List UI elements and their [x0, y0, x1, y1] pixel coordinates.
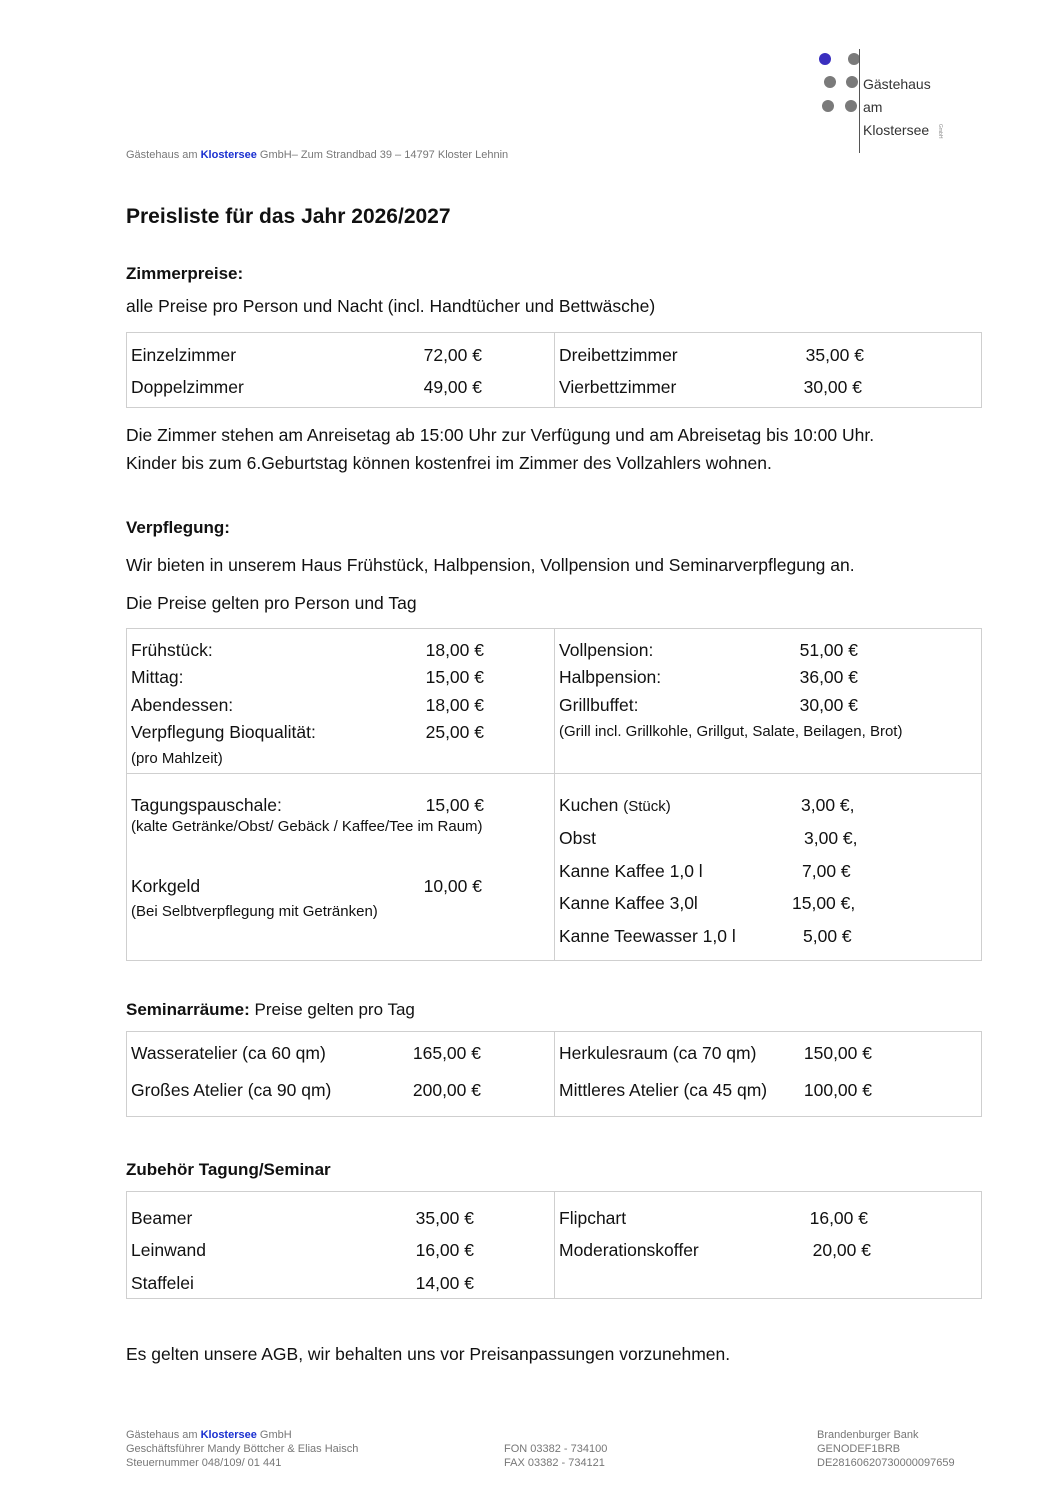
- logo-divider: [859, 49, 860, 153]
- table-cell: 18,00 €: [425, 695, 484, 715]
- table-cell: Moderationskoffer: [559, 1240, 699, 1260]
- table-cell: Flipchart: [559, 1208, 627, 1228]
- logo-dot-icon: [846, 76, 858, 88]
- table-cell: Dreibettzimmer: [559, 345, 678, 365]
- table-cell: 14,00 €: [415, 1273, 474, 1293]
- verpflegung-intro-2: Die Preise gelten pro Person und Tag: [126, 593, 417, 613]
- brand-name: Klostersee: [200, 149, 257, 161]
- table-cell: 15,00 €: [425, 795, 484, 815]
- table-cell: Großes Atelier (ca 90 qm): [131, 1080, 332, 1100]
- table-cell: Obst: [559, 828, 596, 848]
- table-cell: Wasseratelier (ca 60 qm): [131, 1043, 326, 1063]
- agb-note: Es gelten unsere AGB, wir behalten uns vor Preisanpassungen vorzunehmen.: [126, 1344, 731, 1364]
- footer-fax: FAX 03382 - 734121: [504, 1457, 605, 1469]
- table-cell: 30,00 €: [799, 695, 858, 715]
- table-cell: Einzelzimmer: [131, 345, 237, 365]
- footer-bic: GENODEF1BRB: [817, 1443, 901, 1455]
- table-cell: 100,00 €: [803, 1080, 872, 1100]
- footer-managers: Geschäftsführer Mandy Böttcher & Elias Haisch: [126, 1443, 359, 1455]
- table-cell: Vierbettzimmer: [559, 377, 677, 397]
- zubehoer-heading: Zubehör Tagung/Seminar: [126, 1160, 331, 1179]
- footer-contact: [504, 1442, 607, 1470]
- table-cell: 15,00 €: [425, 667, 484, 687]
- table-cell: Frühstück:: [131, 640, 213, 660]
- table-cell: 7,00 €: [802, 861, 851, 881]
- table-cell: Staffelei: [131, 1273, 194, 1293]
- table-cell: Kanne Kaffee 3,0l: [559, 893, 698, 913]
- table-cell: Beamer: [131, 1208, 193, 1228]
- table-cell: Korkgeld: [131, 876, 201, 896]
- table-cell: Kuchen (Stück): [559, 795, 671, 815]
- page-title: Preisliste für das Jahr 2026/2027: [126, 205, 451, 228]
- table-cell: Abendessen:: [131, 695, 234, 715]
- zimmer-heading: Zimmerpreise:: [126, 264, 244, 283]
- verpflegung-heading: Verpflegung:: [126, 518, 230, 537]
- table-cell: Vollpension:: [559, 640, 654, 660]
- footer-bank: [817, 1428, 955, 1470]
- table-cell-note: (kalte Getränke/Obst/ Gebäck / Kaffee/Tee im Raum): [131, 818, 483, 835]
- table-cell: Kanne Kaffee 1,0 l: [559, 861, 703, 881]
- table-cell: 3,00 €,: [801, 795, 855, 815]
- table-cell: 51,00 €: [799, 640, 858, 660]
- table-cell: 5,00 €: [803, 926, 852, 946]
- table-cell: 150,00 €: [803, 1043, 872, 1063]
- table-cell: Herkulesraum (ca 70 qm): [559, 1043, 757, 1063]
- footer-company: Gästehaus am Klostersee GmbH Geschäftsführer Mandy Böttcher & Elias Haisch Steuernummer 048/109/ 01 441: [126, 1429, 359, 1469]
- zimmer-note-2: Kinder bis zum 6.Geburtstag können kostenfrei im Zimmer des Vollzahlers wohnen.: [126, 453, 772, 473]
- table-cell: 25,00 €: [425, 722, 484, 742]
- table-cell: 35,00 €: [415, 1208, 474, 1228]
- table-cell: Kanne Teewasser 1,0 l: [559, 926, 736, 946]
- table-cell: Grillbuffet:: [559, 695, 639, 715]
- logo-tiny: GmbH: [937, 124, 943, 139]
- logo-dot-icon: [822, 100, 834, 112]
- table-cell-note: (Bei Selbtverpflegung mit Getränken): [131, 903, 378, 920]
- logo-line2: am: [863, 99, 883, 115]
- table-cell: Tagungspauschale:: [131, 795, 282, 815]
- table-cell: 18,00 €: [425, 640, 484, 660]
- table-cell: 72,00 €: [423, 345, 482, 365]
- table-cell: 20,00 €: [812, 1240, 871, 1260]
- seminar-heading: Seminarräume: Preise gelten pro Tag: [126, 1000, 415, 1019]
- table-cell: Leinwand: [131, 1240, 206, 1260]
- table-cell: Mittag:: [131, 667, 184, 687]
- footer-iban: DE28160620730000097659: [817, 1457, 955, 1469]
- logo-dot-icon: [819, 53, 831, 65]
- table-cell: 200,00 €: [412, 1080, 481, 1100]
- table-cell: 30,00 €: [803, 377, 862, 397]
- table-cell: 16,00 €: [809, 1208, 868, 1228]
- footer-bank-name: Brandenburger Bank: [817, 1429, 919, 1441]
- table-cell: Halbpension:: [559, 667, 662, 687]
- table-cell: 15,00 €,: [792, 893, 856, 913]
- table-cell: 16,00 €: [415, 1240, 474, 1260]
- table-cell: Verpflegung Bioqualität:: [131, 722, 316, 742]
- table-cell-note: (pro Mahlzeit): [131, 750, 223, 767]
- zimmer-subtitle: alle Preise pro Person und Nacht (incl. Handtücher und Bettwäsche): [126, 296, 656, 316]
- table-cell: 49,00 €: [423, 377, 482, 397]
- footer-tax: Steuernummer 048/109/ 01 441: [126, 1457, 282, 1469]
- table-cell: Mittleres Atelier (ca 45 qm): [559, 1080, 768, 1100]
- brand-name: Klostersee: [200, 1429, 257, 1441]
- table-cell: Doppelzimmer: [131, 377, 244, 397]
- footer-fon: FON 03382 - 734100: [504, 1443, 608, 1455]
- sender-line: Gästehaus am Klostersee GmbH– Zum Strandbad 39 – 14797 Kloster Lehnin: [126, 149, 509, 161]
- table-cell: 3,00 €,: [804, 828, 858, 848]
- table-cell: 35,00 €: [805, 345, 864, 365]
- table-cell: 36,00 €: [799, 667, 858, 687]
- zimmer-note-1: Die Zimmer stehen am Anreisetag ab 15:00 Uhr zur Verfügung und am Abreisetag bis 10:00 Uhr.: [126, 425, 875, 445]
- table-cell-note: (Grill incl. Grillkohle, Grillgut, Salate, Beilagen, Brot): [559, 723, 903, 740]
- logo-line1: Gästehaus: [863, 76, 931, 92]
- logo-dot-icon: [845, 100, 857, 112]
- table-cell: 165,00 €: [412, 1043, 481, 1063]
- logo-dot-icon: [824, 76, 836, 88]
- verpflegung-intro-1: Wir bieten in unserem Haus Frühstück, Halbpension, Vollpension und Seminarverpflegung an.: [126, 555, 855, 575]
- logo-line3: Klostersee: [863, 122, 930, 138]
- table-cell: 10,00 €: [423, 876, 482, 896]
